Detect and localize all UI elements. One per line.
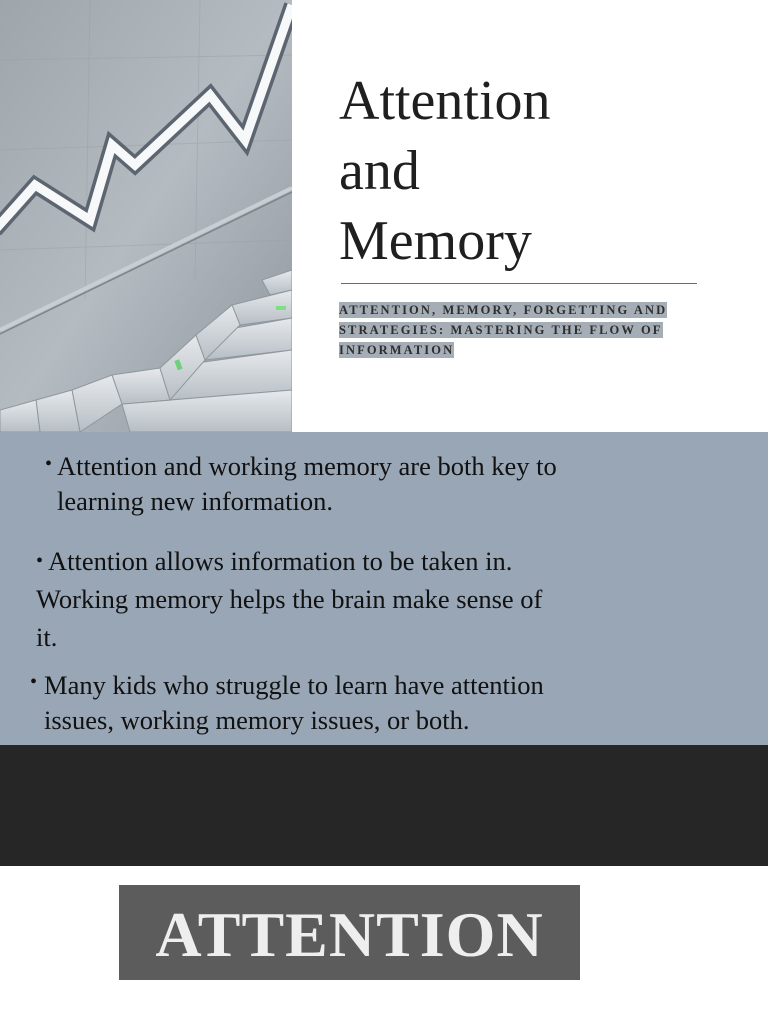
bullet-marker: •: [36, 550, 44, 572]
bullet-item: [45, 449, 697, 519]
bullet-line: Many kids who struggle to learn have attention: [44, 670, 544, 700]
bullet-line: Attention and working memory are both key to: [57, 451, 557, 481]
bullet-line: Working memory helps the brain make sense of: [36, 584, 543, 614]
bullet-marker: •: [45, 453, 53, 475]
bullet-line: Attention allows information to be taken in.: [48, 546, 513, 576]
subtitle-line: ATTENTION, MEMORY, FORGETTING AND: [339, 303, 668, 317]
staircase-trend-image: [0, 0, 292, 432]
next-slide-heading-box: [119, 885, 580, 980]
bullet-item: [30, 668, 694, 738]
bullet-line: learning new information.: [57, 486, 333, 516]
title-line: Memory: [339, 210, 532, 272]
slide-title: [339, 66, 739, 276]
bullet-item: [36, 542, 686, 656]
title-line: and: [339, 140, 420, 202]
title-line: Attention: [339, 70, 551, 132]
title-divider: [341, 283, 697, 284]
bullet-line: it.: [36, 622, 58, 652]
subtitle-line: INFORMATION: [339, 343, 455, 357]
staircase-illustration: [0, 0, 292, 432]
slide-subtitle: [339, 300, 719, 360]
bullet-panel: [0, 432, 768, 745]
bullet-line: issues, working memory issues, or both.: [44, 705, 470, 735]
dark-band: [0, 745, 768, 866]
bullet-marker: •: [30, 671, 38, 693]
next-slide-heading: ATTENTION: [155, 899, 544, 970]
subtitle-line: STRATEGIES: MASTERING THE FLOW OF: [339, 323, 663, 337]
